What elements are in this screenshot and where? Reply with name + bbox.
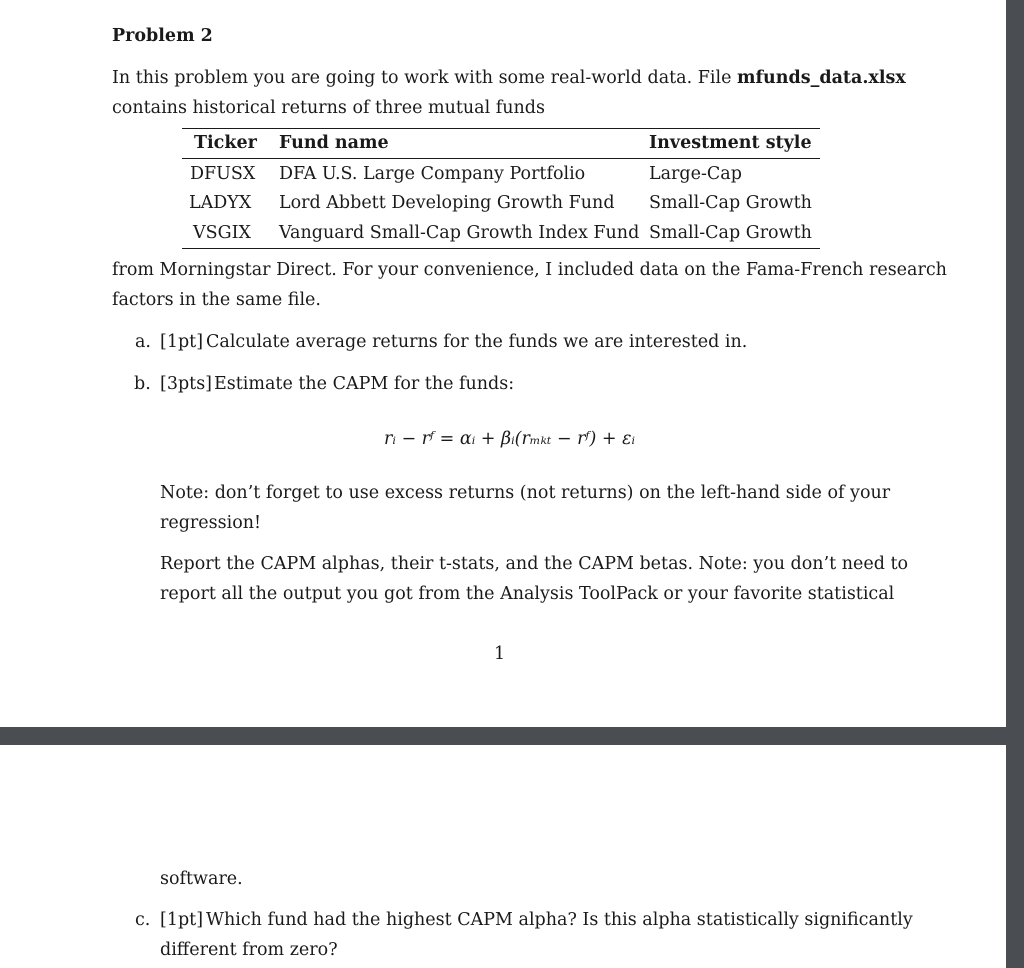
- header-investment-style: Investment style: [649, 133, 812, 153]
- cell-style: Large-Cap: [649, 164, 742, 184]
- viewer-scroll-gutter: [1006, 0, 1024, 968]
- part-b-note-line-2: regression!: [160, 513, 262, 533]
- cell-fund-name: DFA U.S. Large Company Portfolio: [279, 164, 586, 184]
- header-ticker: Ticker: [194, 133, 257, 153]
- file-name: mfunds_data.xlsx: [737, 68, 906, 88]
- part-c-line-1: Which fund had the highest CAPM alpha? Is this alpha statistically significantly: [206, 910, 913, 930]
- intro-line-1: [112, 67, 906, 89]
- after-table-line-1: from Morningstar Direct. For your convenience, I included data on the Fama-French research: [112, 260, 947, 280]
- part-b-note-line-1: Note: don’t forget to use excess returns (not returns) on the left-hand side of your: [160, 483, 891, 503]
- part-b-report-line-1: Report the CAPM alphas, their t-stats, and the CAPM betas. Note: you don’t need to: [160, 554, 909, 574]
- part-b-text: Estimate the CAPM for the funds:: [214, 374, 515, 394]
- part-a-label: a.: [135, 332, 151, 352]
- part-b-label: b.: [134, 374, 151, 394]
- page-number: 1: [494, 644, 506, 664]
- table-top-rule: [182, 128, 820, 129]
- header-fund-name: Fund name: [279, 133, 389, 153]
- cell-style: Small-Cap Growth: [649, 223, 812, 243]
- cell-ticker: VSGIX: [193, 223, 251, 243]
- after-table-line-2: factors in the same file.: [112, 290, 321, 310]
- page-separator: [0, 727, 1024, 745]
- cell-ticker: LADYX: [189, 193, 252, 213]
- part-a-points: [1pt]: [160, 332, 204, 352]
- part-a-text: Calculate average returns for the funds we are interested in.: [206, 332, 748, 352]
- intro-line-2: contains historical returns of three mutual funds: [112, 98, 545, 118]
- cell-ticker: DFUSX: [190, 164, 256, 184]
- cell-fund-name: Lord Abbett Developing Growth Fund: [279, 193, 615, 213]
- problem-title: Problem 2: [112, 26, 213, 46]
- part-b-report-line-2: report all the output you got from the Analysis ToolPack or your favorite statistical: [160, 584, 895, 604]
- part-c-line-2: different from zero?: [160, 940, 338, 960]
- part-c-points: [1pt]: [160, 910, 204, 930]
- cell-fund-name: Vanguard Small-Cap Growth Index Fund: [279, 223, 640, 243]
- cell-style: Small-Cap Growth: [649, 193, 812, 213]
- table-bottom-rule: [182, 248, 820, 249]
- intro-text: In this problem you are going to work with some real-world data. File: [112, 68, 737, 88]
- part-b-points: [3pts]: [160, 374, 213, 394]
- part-b-report-line-3: software.: [160, 869, 243, 889]
- capm-equation: rᵢ − rᶠ = αᵢ + βᵢ(rₘₖₜ − rᶠ) + εᵢ: [384, 429, 636, 449]
- pdf-page-2: [0, 745, 1006, 968]
- part-c-label: c.: [135, 910, 151, 930]
- table-header-rule: [182, 158, 820, 159]
